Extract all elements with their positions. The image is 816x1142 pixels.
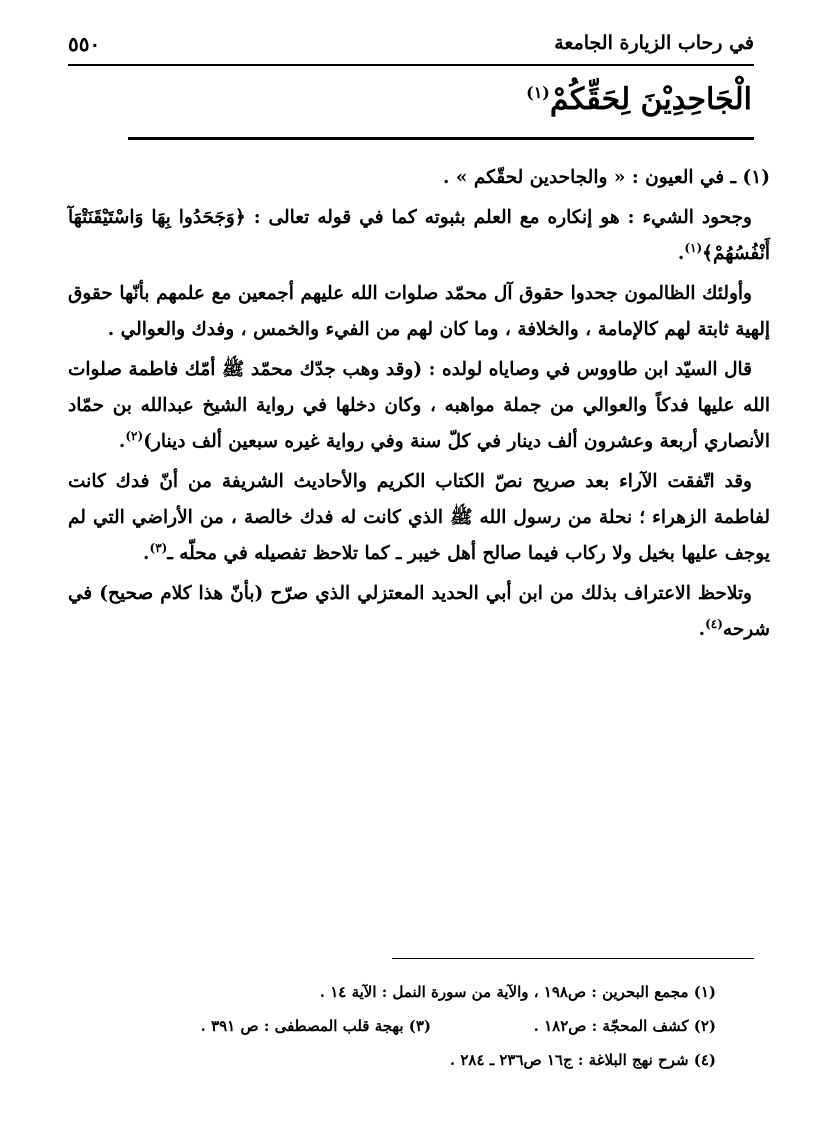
- commented-phrase: [526, 82, 752, 117]
- footnote-3: (٣) بهجة قلب المصطفى : ص ٣٩١ .: [200, 1017, 431, 1035]
- paragraph-2-text: وجحود الشيء : هو إنكاره مع العلم بثبوته كما في قوله تعالى : ﴿وَجَحَدُوا بِهَا وَاسْتَيْقَنَتْهَآ أَنْفُسُهُمْ﴾: [68, 207, 770, 264]
- paragraph-4-ref: (٢): [125, 428, 144, 443]
- paragraph-4-end: .: [118, 431, 126, 452]
- commentary-body: [68, 160, 770, 652]
- paragraph-1: (١) ـ في العيون : « والجاحدين لحقّكم » .: [442, 167, 770, 188]
- paragraph-4: [68, 352, 770, 460]
- page-header: [68, 26, 754, 66]
- paragraph-6-text: وتلاحظ الاعتراف بذلك من ابن أبي الحديد المعتزلي الذي صرّح (بأنّ هذا كلام صحيح) في شرحه: [68, 583, 770, 640]
- footnote-1-text: (١) مجمع البحرين : ص١٩٨ ، والآية من سورة النمل : الآية ١٤ .: [319, 983, 716, 1001]
- paragraph-6: [68, 576, 770, 648]
- footnotes: [90, 975, 716, 1077]
- footnote-4-text: (٤) شرح نهج البلاغة : ج١٦ ص٢٣٦ ـ ٢٨٤ .: [449, 1051, 716, 1069]
- paragraph-3: وأولئك الظالمون جحدوا حقوق آل محمّد صلوات الله عليهم أجمعين مع علمهم بأنّها حقوق إلهية ثابتة لهم كالإمامة ، والخلافة ، وما كان لهم من الفيء والخمس ، وفدك والعوالي .: [68, 283, 770, 340]
- paragraph-2: [68, 200, 770, 272]
- footnote-separator: [392, 958, 754, 959]
- footnote-4: [90, 1043, 716, 1077]
- footnote-row-2: [90, 1009, 716, 1043]
- paragraph-6-ref: (٤): [705, 616, 723, 631]
- footnote-2: (٢) كشف المحجّة : ص١٨٢ .: [533, 1017, 716, 1035]
- header-rule: [68, 64, 754, 66]
- phrase-text: الْجَاحِدِيْنَ لِحَقِّكُمْ: [549, 82, 752, 117]
- paragraph-5-ref: (٣): [149, 540, 168, 555]
- paragraph-5-text: وقد اتّفقت الآراء بعد صريح نصّ الكتاب الكريم والأحاديث الشريفة من أنّ فدك كانت لفاطمة الزهراء ؛ نحلة من رسول الله ﷺ الذي كانت له فدك خالصة ، من الأراضي التي لم يوجف عليها بخيل ولا ركاب فيما صالح أهل خيبر ـ كما تلاحظ تفصيله في محلّه ـ: [68, 471, 770, 564]
- paragraph-2-end: .: [677, 243, 685, 264]
- paragraph-6-end: .: [698, 619, 706, 640]
- page-number: ٥٥٠: [68, 32, 101, 56]
- phrase-rule: [128, 137, 754, 140]
- paragraph-5-end: .: [143, 543, 150, 564]
- running-title: في رحاب الزيارة الجامعة: [554, 32, 754, 54]
- paragraph-2-ref: (١): [684, 240, 703, 255]
- phrase-footnote-ref: (١): [526, 83, 550, 102]
- footnote-1: [90, 975, 716, 1009]
- paragraph-5: [68, 464, 770, 572]
- paragraph-4-text: قال السيّد ابن طاووس في وصاياه لولده : (وقد وهب جدّك محمّد ﷺ أمّك فاطمة صلوات الله عليها فدكاً والعوالي من جملة مواهبه ، وكان دخلها في رواية الشيخ عبدالله بن حمّاد الأنصاري أربعة وعشرون ألف دينار في كلّ سنة وفي رواية غيره سبعين ألف دينار): [68, 359, 770, 452]
